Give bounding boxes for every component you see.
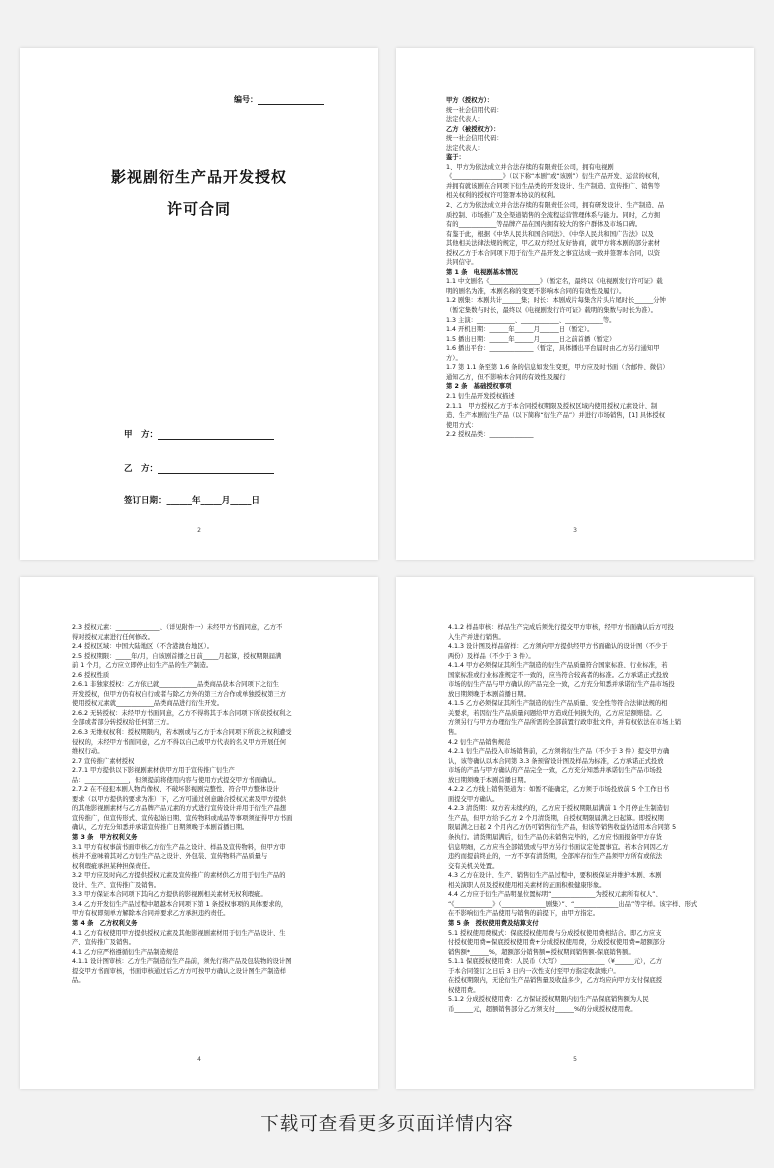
text-line: 通知乙方，但不影响本合同的有效性及履行	[446, 373, 566, 381]
contract-page-3	[20, 577, 378, 1089]
text-line: 2.3 授权元素：______________、（详见附件一）未经甲方书面同意，乙方不	[72, 624, 283, 631]
page-number: 2	[197, 527, 201, 534]
text-line: 法定代表人：	[446, 144, 484, 152]
text-line: 4.4 乙方应于衍生产品明显位置标明“______________为授权元素所有权人”、	[448, 891, 662, 899]
text-line: 售。	[448, 729, 461, 737]
section-heading: 鉴于：	[446, 154, 465, 162]
text-line: 关要求，若因衍生产品质量问题给甲方造成任何损失的，乙方应足额赔偿。乙	[448, 709, 663, 717]
text-line: 明的剧名为准，本剧名称的变更不影响本合同的有效性及履行）。	[446, 287, 626, 295]
text-line: 其他相关法律法规的规定，甲乙双方经过友好协商，就甲方将本剧的部分素材	[446, 240, 661, 248]
page-3-text	[72, 623, 352, 986]
text-line: 3.3 甲方保证本合同项下其向乙方提供的影视剧相关素材无权利瑕疵。	[72, 891, 267, 899]
text-line: 2.4 授权区域：中国大陆地区（不含港澳台地区）。	[72, 643, 214, 651]
text-line: 有的____________等品牌产品在国内拥有较大的客户群体及市场口碑。	[446, 221, 642, 229]
text-line: 权使用费。	[448, 986, 480, 994]
text-line: 要求（以甲方提供的要求为准）下，乙方可通过创意融合授权元素及甲方提供	[72, 795, 287, 803]
text-line: 相关演职人员及授权使用相关素材的正面积极健康形象。	[448, 881, 606, 889]
page-number: 5	[573, 1056, 577, 1063]
text-line: “《____________》（______________剧集）”、“______________出品”等字样。该字样、形式	[448, 900, 698, 908]
text-line: 付授权使用费=保底授权使用费+分成授权使用费，分成授权使用费=超额部分	[448, 939, 666, 947]
text-line: 3.1 甲方有权事前书面审核乙方衍生产品之设计、样品及宣传物料，但甲方审	[72, 843, 286, 851]
text-line: 甲方有权即刻单方解除本合同并要求乙方承担违约责任。	[72, 910, 230, 918]
text-line: 全部或者部分转授权给任何第三方。	[72, 719, 173, 727]
text-line: 有鉴于此，根据《中华人民共和国合同法》、《中华人民共和国广告法》以及	[446, 230, 654, 238]
page-number: 3	[573, 527, 577, 534]
text-line: 《________________》（以下称“本剧”或“该剧”）衍生产品开发、运营的权利，	[446, 173, 664, 181]
page-4-text	[448, 623, 728, 1014]
text-line: 2.6.1 非独家授权：乙方依已就____________品类商品获本合同项下之衍生	[72, 681, 279, 689]
text-line: 4.3 乙方在设计、生产、销售衍生产品过程中，要积极保证并维护本剧、本剧	[448, 872, 662, 880]
text-line: 2.6.3 无维权权利：授权期限内，若本剧或与乙方于本合同项下所获之权利遭受	[72, 729, 292, 737]
text-line: 统一社会信用代码：	[446, 106, 503, 114]
section-heading: 甲方（授权方）：	[446, 97, 494, 104]
text-line: 共同信守。	[446, 259, 478, 267]
text-line: 1.1 中文剧名《________________》（暂定名，最终以《电视剧发行许可证》载	[446, 278, 663, 286]
text-line: 相关权利的授权许可签署本协议的权利。	[446, 192, 560, 200]
text-line: 4.2.2 乙方线上销售渠道为：如暂不能确定，乙方须于市场投放前 5 个工作日书	[448, 786, 670, 794]
text-line: 宣传推广，但宣传形式、宣传起始日期、宣传物料或成品等事项须征得甲方书面	[72, 814, 293, 822]
text-line: 两份）及样品（不少于 3 件）。	[448, 652, 535, 660]
text-line: 1.6 播出平台：______________（暂定，具体播出平台届时由乙方另行通知甲	[446, 345, 660, 353]
text-line: 核并不意味着其对乙方衍生产品之设计、外包装、宣传物料产品质量与	[72, 853, 268, 861]
text-line: 4.1.5 乙方必须保证其所生产制造的衍生产品质量、安全性等符合法律法规的相	[448, 700, 668, 708]
contract-title-line2: 许可合同	[166, 200, 231, 218]
text-line: 面提交甲方确认。	[448, 795, 499, 803]
text-line: 使用授权元素就____________品类商品进行衍生开发。	[72, 700, 224, 708]
text-line: 2.1 衍生品开发授权描述	[446, 392, 515, 400]
text-line: 提交甲方书面审核，书面审核通过后乙方方可按甲方确认之设计图生产制造样	[72, 967, 287, 975]
text-line: 1.4 开机日期：______年______月______日（暂定）。	[446, 326, 594, 334]
text-line: 并拥有就该剧在合同项下衍生品类的开发设计、生产制造、宣传推广、销售等	[446, 182, 661, 190]
text-line: 币______元，超额销售部分乙方须支付______%的分成授权使用费。	[448, 1005, 637, 1013]
text-line: 在不影响衍生产品使用与销售的前提下，由甲方指定。	[448, 910, 600, 918]
text-line: 条执行。清货期届满后，衍生产品仍未销售完毕的，乙方应书面报备甲方存货	[448, 834, 663, 842]
text-line: 国家标准或行业标准规定不一致的，应当符合较高者的标准。乙方承诺正式投放	[448, 671, 669, 679]
text-line: 市场的产品与甲方确认的产品完全一致，乙方充分知悉并承诺衍生产品市场投	[448, 767, 663, 775]
text-line: 2.7.1 甲方提供以下影视剧素材供甲方用于宣传推广衍生产	[72, 767, 235, 775]
text-line: 法定代表人：	[446, 116, 484, 124]
text-line: 3.2 甲方应及时向乙方提供授权元素及宣传推广的素材供乙方用于衍生产品的	[72, 872, 286, 880]
text-line: 入生产并进行销售。	[448, 633, 505, 641]
text-line: 认，该等确认以本合同第 3.3 条预留设计图及样品为标准，乙方承诺正式投放	[448, 757, 664, 765]
party-b-blank	[158, 464, 274, 474]
section-heading: 第 2 条 基础授权事项	[446, 383, 512, 391]
text-line: 5.1 授权使用费模式：保底授权使用费与分成授权使用费相结合。即乙方应支	[448, 929, 662, 937]
text-line: 限届满之日起 2 个月内乙方仍可销售衍生产品，但该等销售收益仍适用本合同第 5	[448, 824, 677, 832]
text-line: 于本合同签订之日后 3 日内一次性支付至甲方指定收款账户。	[448, 967, 620, 975]
text-line: 2.6 授权性质	[72, 671, 110, 679]
text-line: 2.7 宣传推广素材授权	[72, 757, 135, 765]
text-line: 4.1.1 设计图审核：乙方生产制造衍生产品前，须先行将产品及包装物的设计图	[72, 958, 292, 966]
contract-cover-page	[20, 48, 378, 560]
text-line: 统一社会信用代码：	[446, 135, 503, 143]
text-line: 的其他影视剧素材与乙方品牌产品元素的方式进行宣传设计并用于衍生产品想	[72, 805, 287, 813]
text-line: 权利瑕疵承担某种担保责任。	[72, 862, 154, 870]
section-heading: 第 1 条 电视剧基本情况	[446, 268, 518, 276]
text-line: 生产品，但甲方给予乙方 2 个月清货期，自授权期限届满之日起算。即授权期	[448, 814, 664, 822]
text-line: 2.7.2 在不侵犯本剧人物肖像权、不破坏影视剧完整性、符合甲方整体设计	[72, 786, 279, 794]
text-line: 造、生产本剧衍生产品（以下简称“衍生产品”）并进行市场销售，[1] 具体授权	[446, 412, 665, 420]
text-line: 1.3 主演：____________、____________、____________等。	[446, 316, 616, 324]
section-heading: 第 4 条 乙方权利义务	[72, 919, 138, 927]
party-a-label: 甲 方：	[124, 430, 159, 440]
text-line: 交有关机关处置。	[448, 862, 499, 870]
text-line: 确认，乙方充分知悉并承诺宣传推广日期须晚于本剧首播日期。	[72, 824, 249, 832]
party-b-row	[124, 462, 274, 474]
text-line: 品：______________，但须提前将使用内容与使用方式提交甲方书面确认。	[72, 776, 280, 784]
text-line: 4.1.2 样品审核：样品生产完成后须先行提交甲方审核，经甲方书面确认后方可投	[448, 624, 674, 631]
text-line: 1.2 剧集：本剧共计______集；时长：本剧成片每集含片头片尾时长______分钟	[446, 297, 666, 305]
text-line: 销售额*______%，超额部分销售额=授权期间销售额-保底销售额。	[448, 948, 635, 956]
text-line: 信息明细，乙方应当全部销毁或与甲方另行书面议定处置事宜。若本合同因乙方	[448, 843, 669, 851]
text-line: 3.4 乙方开发衍生产品过程中超越本合同项下第 1 条授权事项的具体要求的，	[72, 900, 288, 908]
section-heading: 乙方（被授权方）：	[446, 125, 500, 133]
text-line: 品。	[72, 977, 85, 985]
serial-blank	[258, 96, 324, 105]
page-number: 4	[197, 1056, 201, 1063]
page-2-text	[446, 96, 730, 440]
text-line: 1.5 播出日期：______年______月______日之前首播（暂定）	[446, 335, 616, 343]
text-line: 4.2.1 衍生产品投入市场销售前，乙方须将衍生产品（不少于 3 件）提交甲方确	[448, 748, 670, 756]
text-line: 放日期须晚于本剧首播日期。	[448, 776, 530, 784]
download-more-pages-text: 下载可查看更多页面详情内容	[260, 1114, 514, 1135]
text-line: 2.6.2 无转授权：未经甲方书面同意，乙方不得将其于本合同项下所获授权利之	[72, 709, 292, 717]
text-line: 4.1.4 甲方必须保证其所生产制造的衍生产品质量符合国家标准、行业标准，若	[448, 662, 668, 670]
text-line: 市场的衍生产品与甲方确认的产品完全一致，乙方充分知悉并承诺衍生产品市场投	[448, 681, 675, 689]
text-line: 4.1.3 设计图及样品留样：乙方须向甲方提供经甲方书面确认的设计图（不少于	[448, 643, 668, 651]
text-line: 产、宣传推广及销售。	[72, 939, 135, 947]
party-b-label: 乙 方：	[124, 464, 159, 474]
section-heading: 第 3 条 甲方权利义务	[72, 834, 138, 842]
text-line: 5.1.2 分成授权使用费：乙方保证授权期限内衍生产品保底销售额为人民	[448, 996, 649, 1004]
text-line: 开发授权，但甲方仍有权自行或者与除乙方外的第三方合作或单独授权第三方	[72, 690, 287, 698]
text-line: 方须另行与甲方办理衍生产品所需的全部前置行政审批文件，并有权依法在市场上销	[448, 719, 681, 727]
text-line: 违约而提前终止的，一方不享有清货期，全部库存衍生产品须甲方所有或依法	[448, 853, 663, 861]
text-line: 5.1.1 保底授权使用费：人民币（大写）______________（¥______元），乙方	[448, 958, 663, 966]
text-line: 4.1 乙方有权使用甲方提供授权元素及其他影视剧素材用于衍生产品设计、生	[72, 929, 286, 937]
text-line: 质控制、市场推广及全渠道销售的全流程运营管理体系与能力。同时，乙方拥	[446, 211, 661, 219]
text-line: 方）。	[446, 354, 462, 362]
text-line: 维权行动。	[72, 748, 104, 756]
text-line: 得对授权元素进行任何修改。	[72, 633, 154, 641]
party-a-blank	[158, 430, 274, 440]
text-line: 4.2 衍生产品销售规范	[448, 738, 511, 746]
party-a-row	[124, 428, 274, 440]
text-line: 4.1 乙方应严格遵循衍生产品制造规范	[72, 948, 179, 956]
text-line: 使用方式：	[446, 421, 478, 429]
text-line: 授权乙方于本合同项下用于衍生产品开发之事宜达成一致并签署本合同，以资	[446, 249, 661, 257]
text-line: 前 1 个月，乙方应立即停止衍生产品的生产制造。	[72, 662, 213, 670]
text-line: （暂定集数与时长，最终以《电视剧发行许可证》载明的集数与时长为准）。	[446, 307, 657, 315]
serial-number	[234, 94, 324, 105]
contract-title-line1: 影视剧衍生产品开发授权	[110, 168, 287, 186]
text-line: 在授权期限内，无论衍生产品销售量及收益多少，乙方均应向甲方支付保底授	[448, 977, 663, 985]
contract-page-4	[396, 577, 754, 1089]
text-line: 侵权的，未经甲方书面同意，乙方不得以自己或甲方代表的名义甲方开展任何	[72, 738, 287, 746]
text-line: 2.5 授权期限：_____年/月，自该剧首播之日前_____月起算，授权期限届满	[72, 652, 282, 660]
text-line: 2.2 授权品类：______________	[446, 431, 534, 439]
text-line: 2、乙方为依法成立并合法存续的有限责任公司，拥有研发设计、生产制造、品	[446, 202, 665, 210]
text-line: 1.7 第 1.1 条至第 1.6 条的信息如发生变更，甲方应及时书面（含邮件、微信）	[446, 364, 669, 372]
text-line: 4.2.3 清货期：双方若未续约的，乙方应于授权期限届满前 1 个月停止生制造衍	[448, 805, 670, 813]
text-line: 放日期须晚于本剧首播日期。	[448, 690, 530, 698]
section-heading: 第 5 条 授权使用费及结算支付	[448, 919, 539, 927]
sign-date: 签订日期：______年_____月_____日	[124, 496, 261, 506]
serial-label: 编号：	[234, 95, 258, 104]
contract-page-2	[396, 48, 754, 560]
text-line: 设计、生产、宣传推广及销售。	[72, 881, 161, 889]
text-line: 1、甲方为依法成立并合法存续的有限责任公司，拥有电视剧	[446, 163, 614, 171]
text-line: 2.1.1 甲方授权乙方于本合同授权期限及授权区域内使用授权元素设计、制	[446, 402, 658, 410]
